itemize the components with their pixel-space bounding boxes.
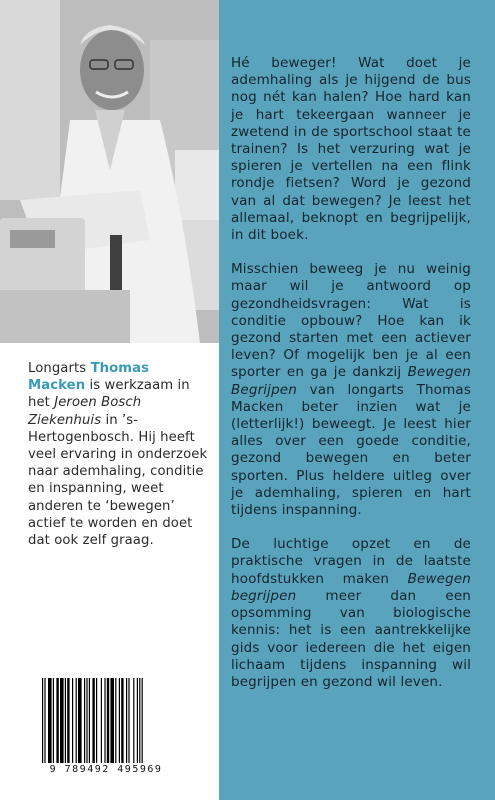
barcode-bar	[92, 678, 94, 763]
barcode-bar	[139, 678, 140, 763]
barcode-bar	[78, 678, 82, 763]
barcode-bar	[67, 678, 69, 763]
book-title-2: Bewegen begrijpen	[231, 570, 471, 604]
blurb-p3-b: meer dan een opsomming van biologische kennis: het is een aantrekkelijke gids voor iedereen die het eigen lichaam tijdens inspanning wil begrijpen en gezond wil leven.	[231, 587, 471, 690]
barcode-bar	[89, 678, 90, 763]
hospital-name: Jeroen Bosch Ziekenhuis	[28, 395, 142, 428]
book-title-1: Bewegen Begrijpen	[231, 364, 471, 398]
barcode-bar	[86, 678, 87, 763]
barcode-bar	[72, 678, 73, 763]
barcode-bar	[84, 678, 85, 763]
bio-part2: in ’s-Hertogenbosch. Hij heeft veel ervaring in onderzoek naar ademhaling, conditie en inspanning, weet anderen te ‘bewegen’ actief te worden en doet dat ook zelf graag.	[28, 412, 208, 549]
barcode-bar	[42, 678, 43, 763]
barcode-bar	[48, 678, 52, 763]
barcode-bar	[121, 678, 123, 763]
barcode-bar	[44, 678, 45, 763]
barcode-bar	[53, 678, 54, 763]
barcode-bar	[128, 678, 129, 763]
barcode-bar	[101, 678, 102, 763]
right-panel	[219, 0, 495, 800]
barcode-bar	[65, 678, 66, 763]
barcode-bar	[104, 678, 105, 763]
back-cover-blurb	[231, 55, 471, 708]
barcode-bar	[119, 678, 120, 763]
blurb-p2-b: van longarts Thomas Macken beter inzien wat je (letterlijk!) beweegt. Je leest hier alles over een goede conditie, gezond bewegen en beter sporten. Plus heldere uitleg over je ademhaling, spieren en hart tijdens inspanning.	[231, 381, 471, 519]
author-photo	[0, 0, 219, 343]
barcode-bar	[107, 678, 109, 763]
barcode-bar	[126, 678, 127, 763]
barcode-bar	[137, 678, 138, 763]
blurb-paragraph-1: Hé beweger! Wat doet je ademhaling als je hijgend de bus nog nét kan halen? Hoe hard kan je hart tekeergaan wanneer je zwetend in de sportschool staat te trainen? Is het verzuring wat je spieren je vertellen na een flink rondje fietsen? Word je gezond van al dat bewegen? Je leest het allemaal, beknopt en begrijpelijk, in dit boek.	[231, 55, 471, 244]
blurb-p3-a: De luchtige opzet en de praktische vragen in de laatste hoofdstukken maken	[231, 536, 471, 587]
bio-part1: is werkzaam in het	[28, 378, 190, 411]
blurb-p2-a: Misschien beweeg je nu weinig maar wil je antwoord op gezondheidsvragen: Wat is conditie opbouw? Hoe kan ik gezond starten met een actiever leven? Of mogelijk ben je al een sporter en ga je dankzij	[231, 261, 471, 381]
author-photo-illustration	[0, 0, 219, 343]
barcode-bar	[115, 678, 116, 763]
author-bio	[28, 360, 208, 549]
barcode-bar	[96, 678, 97, 763]
isbn-number: 9 789492 495969	[49, 764, 163, 775]
barcode-bar	[60, 678, 64, 763]
barcode-bar	[133, 678, 134, 763]
left-panel	[0, 0, 219, 800]
blurb-paragraph-3	[231, 536, 471, 691]
barcode-bar	[76, 678, 77, 763]
isbn-barcode	[27, 672, 185, 787]
bio-prefix: Longarts	[28, 361, 91, 376]
barcode-bar	[142, 678, 143, 763]
barcode-bars	[42, 678, 167, 763]
barcode-bar	[56, 678, 58, 763]
blurb-paragraph-2	[231, 261, 471, 519]
author-name: Thomas Macken	[28, 361, 150, 394]
barcode-bar	[110, 678, 114, 763]
